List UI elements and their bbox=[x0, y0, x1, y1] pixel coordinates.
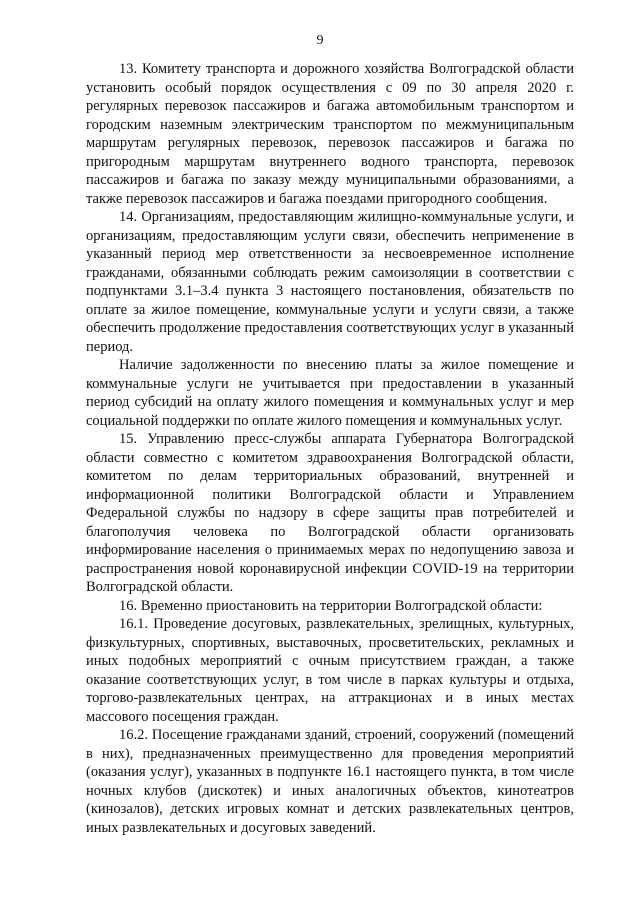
paragraph-14-debt-note: Наличие задолженности по внесению платы за жилое помещение и коммунальные услуги не учитывается при предоставлении в указанный период субсидий на оплату жилого помещения и коммунальных услуг и мер социальной поддержки по оплате жилого помещения и коммунальных услуг. bbox=[86, 357, 574, 429]
page-number: 9 bbox=[316, 33, 324, 48]
paragraph-16-1-events: 16.1. Проведение досуговых, развлекательных, зрелищных, культурных, физкультурных, спортивных, выставочных, просветительских, рекламных и иных подобных мероприятий с очным присутствием граждан, а также оказание соответствующих услуг, в том числе в парках культуры и отдыха, торгово-развлекательных центрах, на аттракционах и в иных местах массового посещения граждан. bbox=[86, 616, 574, 725]
paragraph-14-utilities: 14. Организациям, предоставляющим жилищно-коммунальные услуги, и организациям, предоставляющим услуги связи, обеспечить неприменение в указанный период мер ответственности за несвоевременное исполнение гражданами, обязанными соблюдать режим самоизоляции в соответствии с подпунктами 3.1–3.4 пункта 3 настоящего постановления, обязательств по оплате за жилое помещение, коммунальные услуги и услуги связи, а также обеспечить продолжение предоставления соответствующих услуг в указанный период. bbox=[86, 209, 574, 355]
paragraph-15-press-service: 15. Управлению пресс-службы аппарата Губернатора Волгоградской области совместно с комитетом здравоохранения Волгоградской области, комитетом по делам территориальных образований, внутренней и информационной политики Волгоградской области и Управлением Федеральной службы по надзору в сфере защиты прав потребителей и благополучия человека по Волгоградской области организовать информирование населения о принимаемых мерах по недопущению завоза и распространения новой коронавирусной инфекции COVID-19 на территории Волгоградской области. bbox=[86, 431, 574, 595]
paragraph-16-2-venues: 16.2. Посещение гражданами зданий, строений, сооружений (помещений в них), предназначенных преимущественно для проведения мероприятий (оказания услуг), указанных в подпункте 16.1 настоящего пункта, в том числе ночных клубов (дискотек) и иных аналогичных объектов, кинотеатров (кинозалов), детских игровых комнат и детских развлекательных центров, иных развлекательных и досуговых заведений. bbox=[86, 727, 574, 836]
paragraph-16-suspend: 16. Временно приостановить на территории Волгоградской области: bbox=[119, 597, 543, 614]
document-body bbox=[86, 60, 574, 837]
paragraph-13-transport: 13. Комитету транспорта и дорожного хозяйства Волгоградской области установить особый порядок осуществления с 09 по 30 апреля 2020 г. регулярных перевозок пассажиров и багажа автомобильным транспортом и городским наземным электрическим транспортом по межмуниципальным маршрутам регулярных перевозок, перевозок пассажиров и багажа по пригородным маршрутам внутреннего водного транспорта, перевозок пассажиров и багажа по заказу между муниципальными образованиями, а также перевозок пассажиров и багажа поездами пригородного сообщения. bbox=[86, 61, 574, 207]
